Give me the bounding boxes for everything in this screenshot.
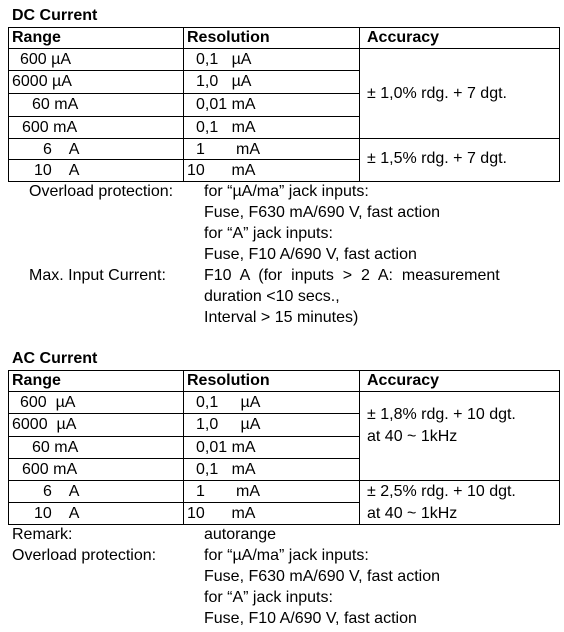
- dc-range-cell: 6000 µA: [12, 73, 72, 90]
- ac-resolution-cell: 0,01 mA: [196, 439, 256, 456]
- dc-resolution-cell: 0,1 mA: [196, 119, 256, 136]
- dc-range-cell: 600 mA: [22, 119, 78, 136]
- dc-overload-line: for “µA/ma” jack inputs:: [204, 183, 369, 200]
- dc-overload-line: for “A” jack inputs:: [204, 225, 333, 242]
- ac-range-cell: 6000 µA: [12, 416, 77, 433]
- dc-range-cell: 600 µA: [20, 51, 72, 68]
- dc-overload-label: Overload protection:: [29, 183, 174, 200]
- ac-accuracy-cell: at 40 ~ 1kHz: [367, 428, 458, 445]
- ac-range-cell: 600 µA: [20, 394, 76, 411]
- dc-max-input-label: Max. Input Current:: [29, 267, 166, 284]
- ac-remark-value: autorange: [204, 526, 277, 543]
- ac-overload-line: Fuse, F10 A/690 V, fast action: [204, 610, 417, 627]
- ac-accuracy-cell: at 40 ~ 1kHz: [367, 505, 458, 522]
- ac-resolution-cell: 0,1 µA: [196, 394, 261, 411]
- ac-overload-line: for “A” jack inputs:: [204, 589, 333, 606]
- ac-accuracy-cell: ± 2,5% rdg. + 10 dgt.: [367, 483, 516, 500]
- ac-overload-line: Fuse, F630 mA/690 V, fast action: [204, 568, 440, 585]
- ac-header-resolution: Resolution: [187, 372, 270, 389]
- dc-resolution-cell: 0,01 mA: [196, 96, 256, 113]
- ac-resolution-cell: 1,0 µA: [196, 416, 261, 433]
- ac-range-cell: 10 A: [34, 505, 80, 522]
- ac-section-title: AC Current: [12, 350, 98, 367]
- ac-range-cell: 600 mA: [22, 461, 78, 478]
- dc-header-resolution: Resolution: [187, 29, 270, 46]
- dc-max-input-line: duration <10 secs.,: [204, 288, 340, 305]
- dc-range-cell: 60 mA: [32, 96, 79, 113]
- ac-range-cell: 60 mA: [32, 439, 79, 456]
- ac-overload-label: Overload protection:: [12, 547, 157, 564]
- dc-max-input-line: Interval > 15 minutes): [204, 309, 359, 326]
- ac-range-cell: 6 A: [43, 483, 80, 500]
- dc-accuracy-cell: ± 1,0% rdg. + 7 dgt.: [367, 85, 507, 102]
- dc-resolution-cell: 0,1 µA: [196, 51, 252, 68]
- dc-range-cell: 10 A: [34, 162, 80, 179]
- ac-resolution-cell: 1 mA: [196, 483, 261, 500]
- dc-accuracy-cell: ± 1,5% rdg. + 7 dgt.: [367, 150, 507, 167]
- dc-header-range: Range: [12, 29, 61, 46]
- dc-resolution-cell: 10 mA: [187, 162, 256, 179]
- dc-overload-line: Fuse, F10 A/690 V, fast action: [204, 246, 417, 263]
- dc-header-accuracy: Accuracy: [367, 29, 440, 46]
- dc-resolution-cell: 1 mA: [196, 141, 261, 158]
- dc-overload-line: Fuse, F630 mA/690 V, fast action: [204, 204, 440, 221]
- ac-resolution-cell: 10 mA: [187, 505, 256, 522]
- dc-range-cell: 6 A: [43, 141, 80, 158]
- ac-accuracy-cell: ± 1,8% rdg. + 10 dgt.: [367, 406, 516, 423]
- dc-resolution-cell: 1,0 µA: [196, 73, 252, 90]
- ac-header-range: Range: [12, 372, 61, 389]
- ac-header-accuracy: Accuracy: [367, 372, 440, 389]
- dc-section-title: DC Current: [12, 7, 98, 24]
- dc-max-input-line: F10 A (for inputs > 2 A: measurement: [204, 267, 500, 284]
- ac-overload-line: for “µA/ma” jack inputs:: [204, 547, 369, 564]
- ac-remark-label: Remark:: [12, 526, 73, 543]
- ac-resolution-cell: 0,1 mA: [196, 461, 256, 478]
